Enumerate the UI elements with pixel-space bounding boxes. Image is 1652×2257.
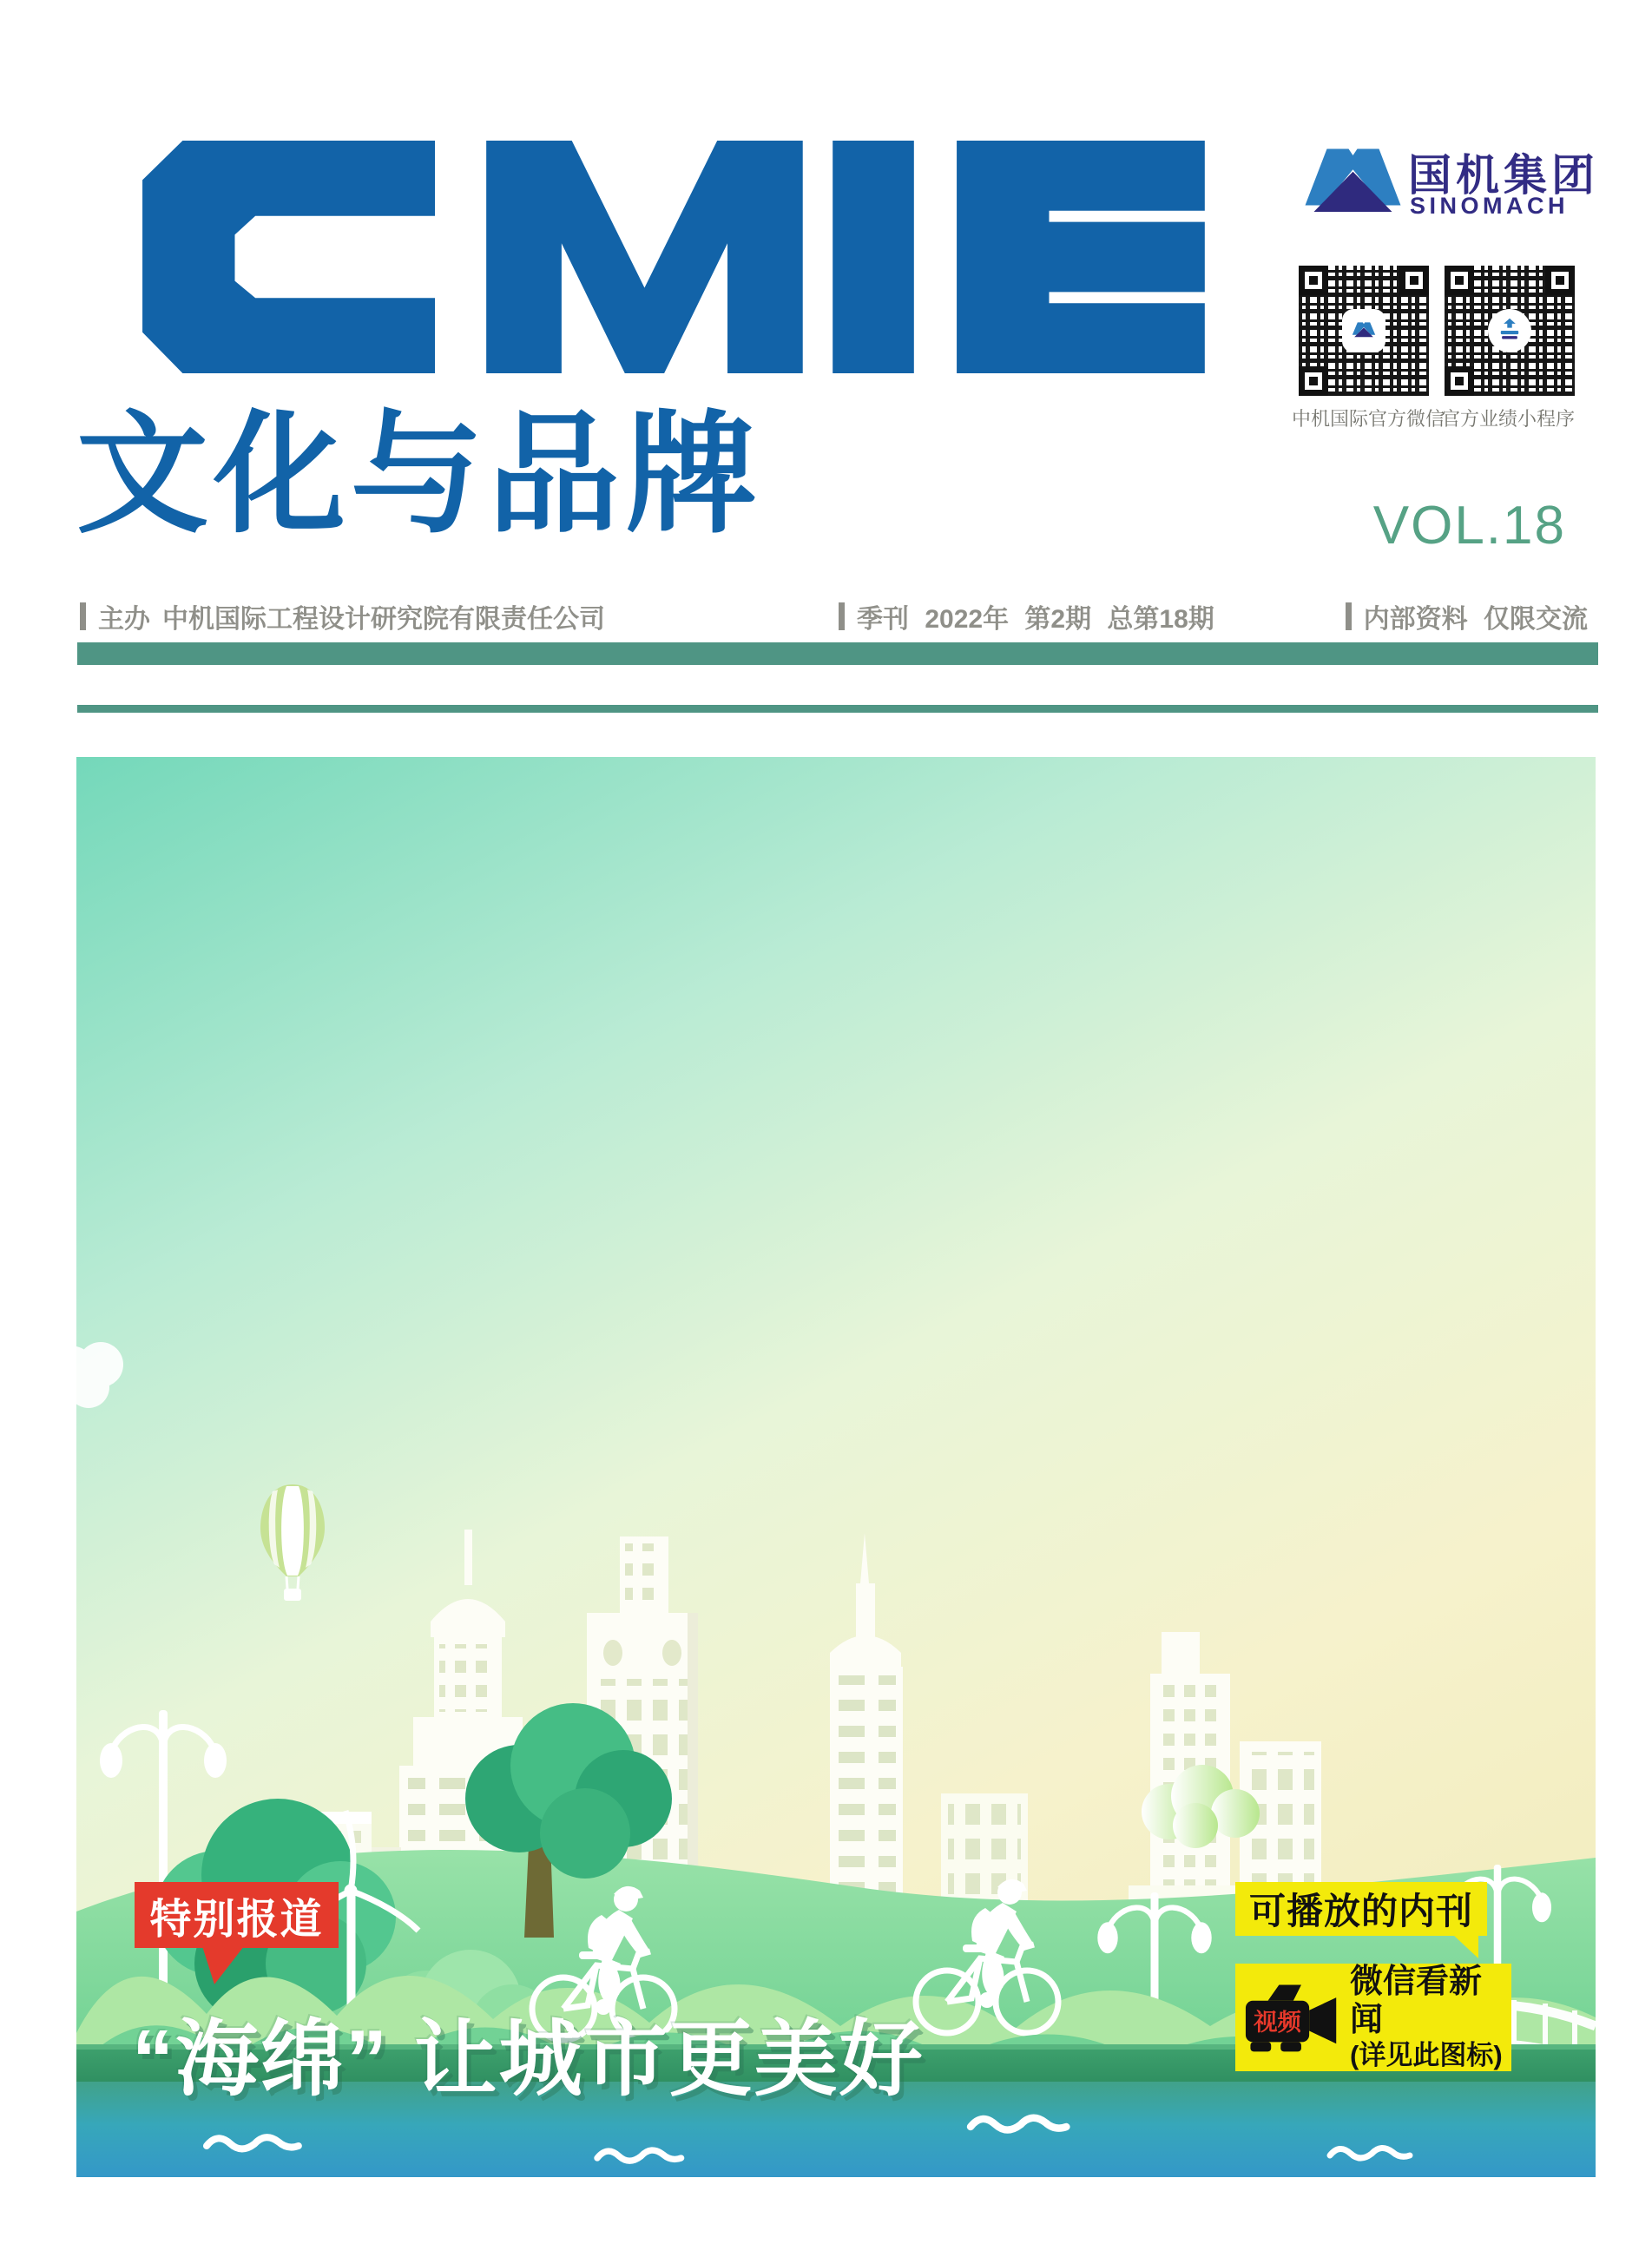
group-name-en: SINOMACH [1410,193,1569,219]
volume-number: VOL.18 [1372,496,1566,556]
cover-headline: “海绵” 让城市更美好 [132,2013,925,2106]
cmie-letter-e [957,141,1205,373]
issue-text: 季刊 2022年 第2期 总第18期 [857,605,1214,634]
qr-code-wechat [1299,266,1429,396]
video-hint-line2: (详见此图标) [1350,2039,1503,2070]
cmie-letter-c [142,141,435,373]
qr-finder-icon [1399,266,1429,295]
cover-illustration [76,757,1596,2177]
qr-finder-icon [1299,266,1328,295]
divider-bar [839,602,845,630]
divider-bar [80,602,86,630]
magazine-title: 文化与品牌 [76,401,762,549]
qr-label-miniprogram: 官方业绩小程序 [1441,408,1576,430]
qr-code-miniprogram [1445,266,1575,396]
cmie-logo [128,141,1212,373]
divider-bar [1346,602,1352,630]
special-report-badge: 特别报道 [135,1882,339,1948]
qr-finder-icon [1445,266,1474,295]
video-camera-icon [1244,1980,1339,2055]
qr-center-logo-icon [1345,312,1383,350]
green-divider-thin [77,705,1598,713]
cmie-letter-i [833,141,914,373]
group-name-cn: 国机集团 [1408,151,1599,200]
qr-label-wechat: 中机国际官方微信 [1292,408,1445,430]
publisher-label: 主办 [98,605,150,634]
restriction-info [1346,597,1588,635]
issue-info [839,597,1214,635]
publisher-info [80,597,605,635]
qr-center-logo-icon [1491,312,1529,350]
green-divider-thick [77,642,1598,665]
restriction-text: 内部资料 仅限交流 [1363,605,1588,634]
video-label: 视频 [1254,2008,1301,2036]
qr-finder-icon [1299,366,1328,396]
video-hint-line1: 微信看新闻 [1350,1964,1483,2039]
video-hint-badge [1235,1964,1511,2071]
playable-badge: 可播放的内刊 [1235,1882,1487,1936]
cmie-letter-m [486,141,803,373]
qr-finder-icon [1545,266,1575,295]
publisher-name: 中机国际工程设计研究院有限责任公司 [162,605,605,634]
qr-finder-icon [1445,366,1474,396]
